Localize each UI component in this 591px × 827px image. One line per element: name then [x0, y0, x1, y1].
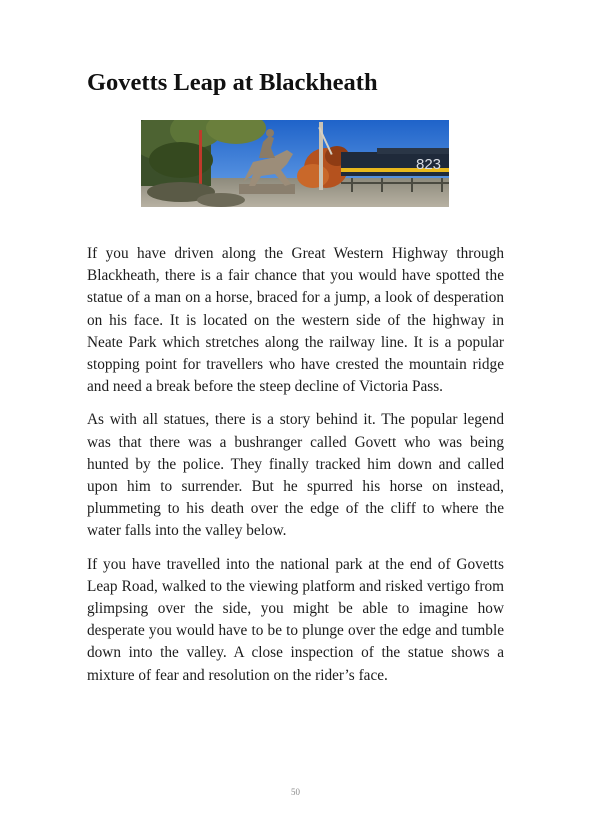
page-title: Govetts Leap at Blackheath [87, 69, 378, 96]
paragraph: If you have driven along the Great Western Highway through Blackheath, there is a fair chance that you would have spotted the statue of a man on a horse, braced for a jump, a look of desperation on his face. It is located on the western side of the highway in Neate Park which stretches along the railway line. It is a popular stopping point for travellers who have crested the mountain ridge and need a break before the steep decline of Victoria Pass. [87, 245, 504, 396]
article-body [87, 243, 504, 698]
train-number: 823 [416, 156, 442, 173]
paragraph: If you have travelled into the national park at the end of Govetts Leap Road, walked to the viewing platform and risked vertigo from glimpsing over the side, you might be able to imagine how desperate you would have to be to plunge over the edge and tumble down into the valley. A close inspection of the statue shows a mixture of fear and resolution on the rider’s face. [87, 555, 504, 684]
page-number: 50 [291, 787, 300, 797]
statue-photo [141, 120, 449, 207]
paragraph: As with all statues, there is a story behind it. The popular legend was that there was a bushranger called Govett who was being hunted by the police. They finally tracked him down and called upon him to surrender. But he spurred his horse on instead, plummeting to his death over the edge of the cliff to where the water falls into the valley below. [87, 411, 504, 540]
